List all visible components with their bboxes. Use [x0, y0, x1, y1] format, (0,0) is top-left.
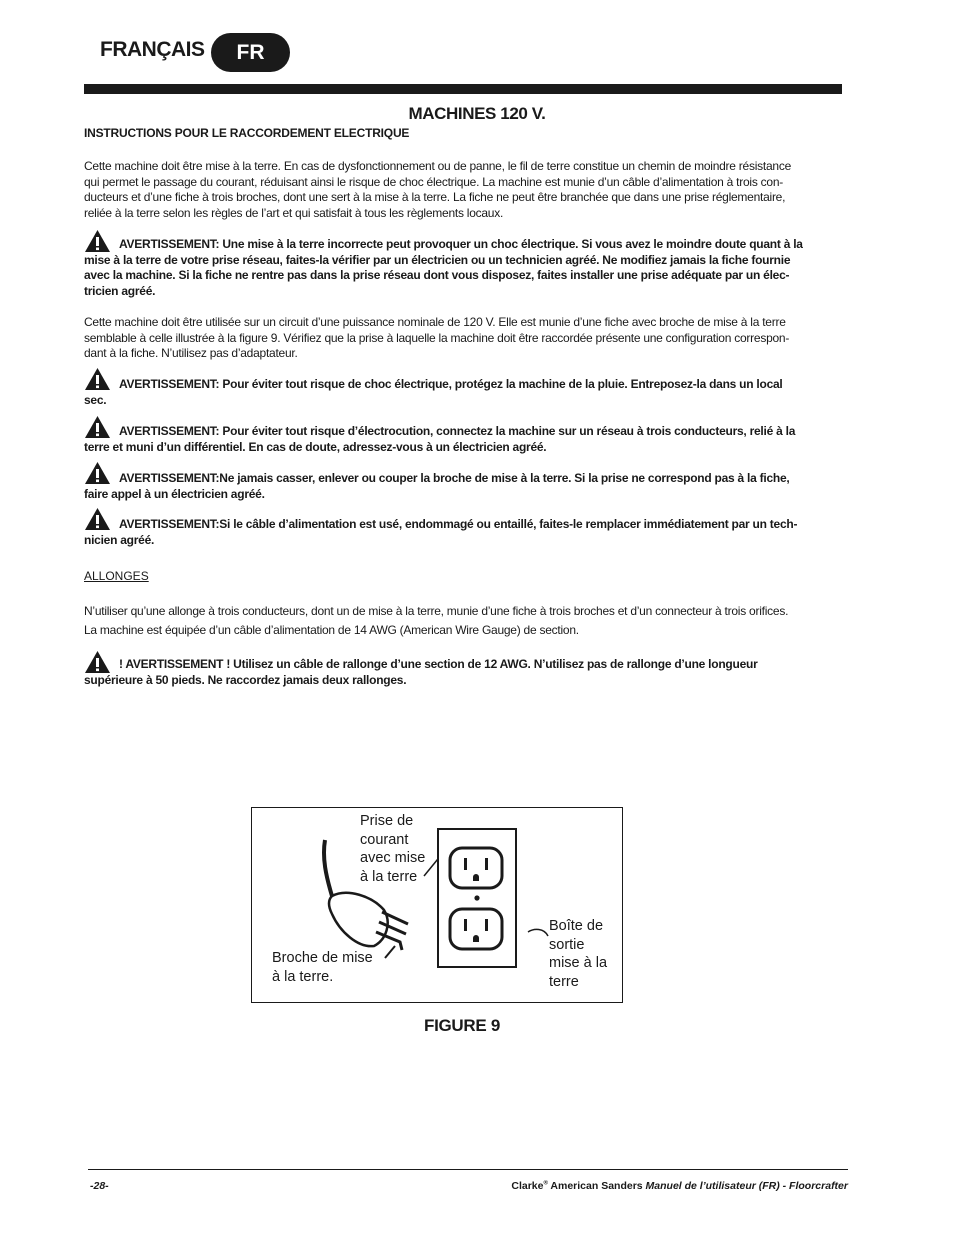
language-badge: FR — [211, 33, 290, 72]
allonges-heading: ALLONGES — [84, 569, 149, 583]
warning-rain: AVERTISSEMENT: Pour éviter tout risque de choc électrique, protégez la machine de la pluie. Entreposez-la dans un local sec. — [84, 377, 783, 407]
paragraph-circuit: Cette machine doit être utilisée sur un circuit d’une puissance nominale de 120 V. Elle est munie d’une fiche avec broche de mise à la terre semblable à celle illustrée à la figure 9. Vérifiez que la prise à laquelle la machine doit être raccordée présente une configuration correspon- dant à la fiche. N’utilisez pas d’adaptateur. — [84, 315, 790, 361]
warning-extension-length: ! AVERTISSEMENT ! Utilisez un câble de rallonge d’une section de 12 AWG. N’utilisez pas de rallonge d’une longueur supérieure à 50 pieds. Ne raccordez jamais deux rallonges. — [84, 657, 758, 687]
paragraph-grounding: Cette machine doit être mise à la terre. En cas de dysfonctionnement ou de panne, le fil de terre constitue un chemin de moindre résistance qui permet le passage du courant, réduisant ainsi le risque de choc électrique. La machine est munie d’un câble d’alimentation à trois con- ducteurs et d’une fiche à trois broches, dont une sert à la mise à la terre. La fiche ne peut être branchée que dans une prise réglementaire, reliée à la terre selon les règles de l’art et qui satisfait à tous les règlements locaux. — [84, 159, 791, 220]
footer-manual: Manuel de l’utilisateur (FR) - Floorcrafter — [645, 1180, 848, 1192]
plug-body — [329, 893, 388, 946]
page-number: -28- — [90, 1180, 109, 1192]
paragraph-awg: La machine est équipée d’un câble d’alimentation de 14 AWG (American Wire Gauge) de section. — [84, 623, 579, 637]
figure-9-box — [251, 807, 623, 1003]
warning-grounding: AVERTISSEMENT: Une mise à la terre incorrecte peut provoquer un choc électrique. Si vous avez le moindre doute quant à la mise à la terre de votre prise réseau, faites-la vérifier par un électricien ou un technicien agréé. Ne modifiez jamais la fiche fournie avec la machine. Si la fiche ne rentre pas dans la prise réseau dont vous disposez, faites installer une prise adéquate par un élec- tricien agréé. — [84, 237, 803, 298]
label-outlet-box: Boîte de sortie mise à la terre — [549, 918, 608, 990]
footer-brand: Clarke — [511, 1180, 544, 1192]
paragraph-extension: N’utiliser qu’une allonge à trois conducteurs, dont un de mise à la terre, munie d’une fiche à trois broches et d’un connecteur à trois orifices. — [84, 604, 789, 618]
language-label: FRANÇAIS — [100, 38, 205, 61]
figure-caption: FIGURE 9 — [424, 1016, 501, 1035]
warning-ground-pin: AVERTISSEMENT:Ne jamais casser, enlever ou couper la broche de mise à la terre. Si la prise ne correspond pas à la fiche, faire appel à un électricien agréé. — [84, 471, 790, 501]
warning-electrocution: AVERTISSEMENT: Pour éviter tout risque d’électrocution, connectez la machine sur un réseau à trois conducteurs, relié à la terre et muni d’un différentiel. En cas de doute, adressez-vous à un électricien agréé. — [84, 424, 796, 454]
registered-mark: ® — [543, 1180, 548, 1187]
section-title: MACHINES 120 V. — [408, 104, 546, 123]
label-ground-pin: Broche de mise à la terre. — [272, 950, 373, 985]
subtitle: INSTRUCTIONS POUR LE RACCORDEMENT ELECTRIQUE — [84, 126, 410, 140]
header-rule — [84, 84, 842, 94]
footer-title — [511, 1180, 848, 1192]
warning-cable: AVERTISSEMENT:Si le câble d’alimentation est usé, endommagé ou entaillé, faites-le remplacer immédiatement par un tech- nicien agréé. — [84, 517, 798, 547]
footer-company: American Sanders — [547, 1180, 646, 1192]
plug-cord — [324, 840, 332, 896]
footer-rule — [88, 1169, 848, 1170]
label-outlet: Prise de courant avec mise à la terre — [360, 813, 426, 885]
